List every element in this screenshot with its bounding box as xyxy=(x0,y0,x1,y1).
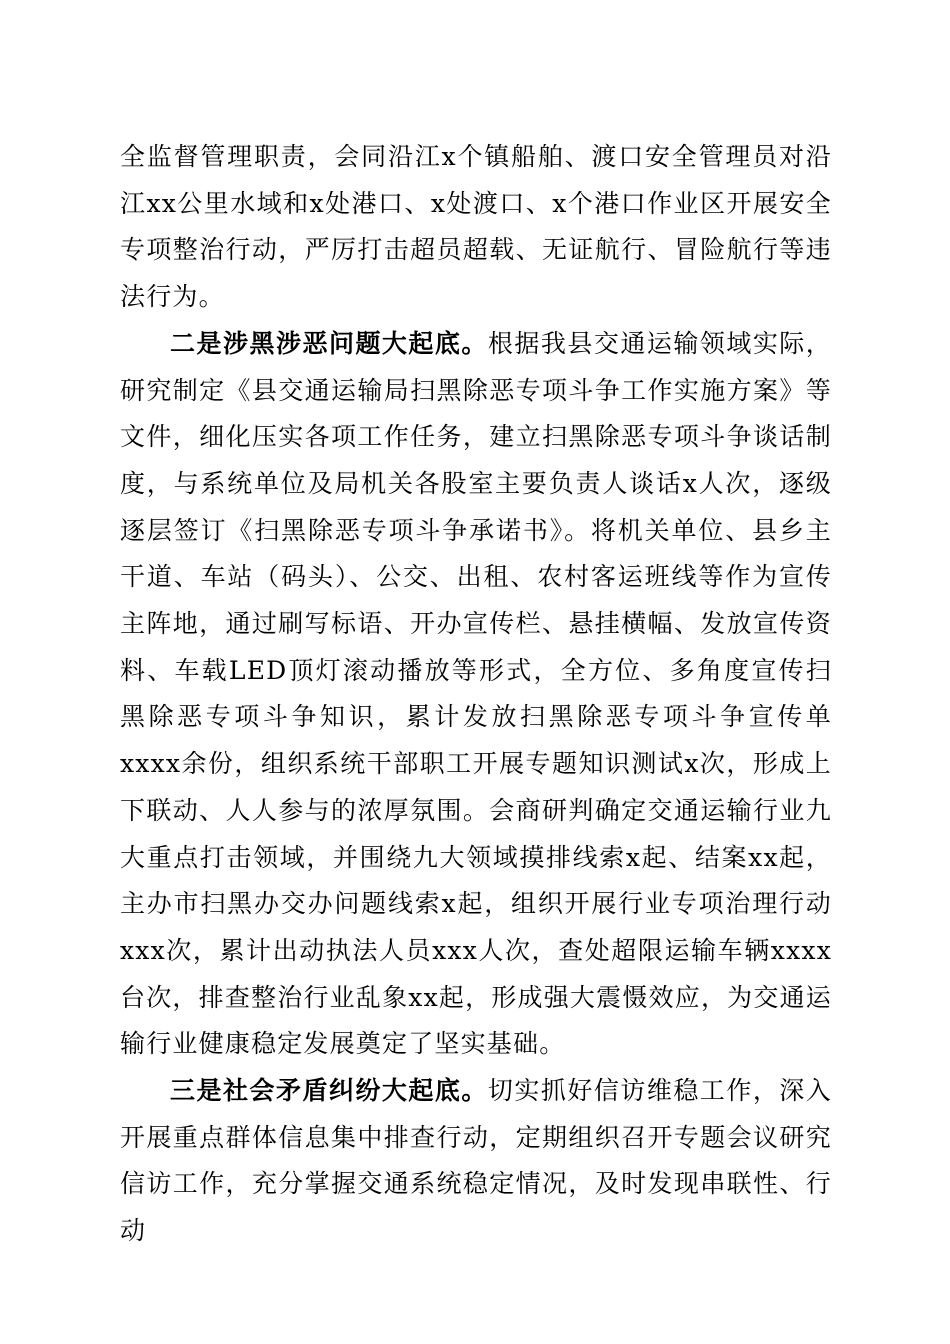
paragraph-text: 全监督管理职责，会同沿江x个镇船舶、渡口安全管理员对沿江xx公里水域和x处港口、x处渡口、x个港口作业区开展安全专项整治行动，严厉打击超员超载、无证航行、冒险航行等违法行为。 xyxy=(120,142,832,312)
paragraph-gang-crime xyxy=(120,321,832,1068)
paragraph-heading: 三是社会矛盾纠纷大起底。 xyxy=(170,1076,488,1106)
paragraph-text: 根据我县交通运输领域实际，研究制定《县交通运输局扫黑除恶专项斗争工作实施方案》等文件，细化压实各项工作任务，建立扫黑除恶专项斗争谈话制度，与系统单位及局机关各股室主要负责人谈话x人次，逐级逐层签订《扫黑除恶专项斗争承诺书》。将机关单位、县乡主干道、车站（码头）、公交、出租、农村客运班线等作为宣传主阵地，通过刷写标语、开办宣传栏、悬挂横幅、发放宣传资料、车载LED顶灯滚动播放等形式，全方位、多角度宣传扫黑除恶专项斗争知识，累计发放扫黑除恶专项斗争宣传单xxxx余份，组织系统干部职工开展专题知识测试x次，形成上下联动、人人参与的浓厚氛围。会商研判确定交通运输行业九大重点打击领域，并围绕九大领域摸排线索x起、结案xx起，主办市扫黑办交办问题线索x起，组织开展行业专项治理行动xxx次，累计出动执法人员xxx人次，查处超限运输车辆xxxx台次，排查整治行业乱象xx起，形成强大震慑效应，为交通运输行业健康稳定发展奠定了坚实基础。 xyxy=(120,328,832,1059)
document-body xyxy=(120,134,832,1255)
paragraph-social-disputes xyxy=(120,1068,832,1255)
paragraph-continuation xyxy=(120,134,832,321)
paragraph-text: 切实抓好信访维稳工作，深入开展重点群体信息集中排查行动，定期组织召开专题会议研究信访工作，充分掌握交通系统稳定情况，及时发现串联性、行动 xyxy=(120,1076,832,1246)
paragraph-heading: 二是涉黑涉恶问题大起底。 xyxy=(170,328,488,358)
